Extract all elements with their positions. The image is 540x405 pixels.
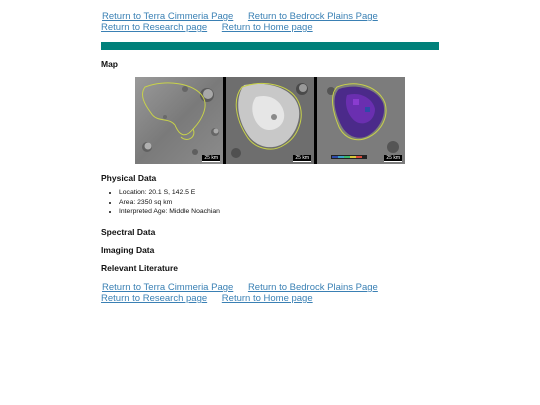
nav-row-4 [101,293,378,304]
list-item-area: • Area: 2350 sq km [119,198,220,208]
bottom-navigation [101,282,378,304]
scale-bar-2: 25 km [295,155,309,161]
link-terra-cimmeria-bottom[interactable]: Return to Terra Cimmeria Page [102,282,234,293]
link-research[interactable]: Return to Research page [101,22,208,33]
link-bedrock-plains[interactable]: Return to Bedrock Plains Page [247,11,378,22]
link-home-bottom[interactable]: Return to Home page [221,293,313,304]
terrain-image-3 [317,77,405,164]
top-navigation [101,11,378,33]
heading-imaging-data: Imaging Data [101,245,155,255]
physical-data-list [108,188,220,217]
map-panel-visible [135,77,223,164]
scale-bar-1: 25 km [204,155,218,161]
link-home[interactable]: Return to Home page [221,22,313,33]
link-bedrock-plains-bottom[interactable]: Return to Bedrock Plains Page [247,282,378,293]
scale-bar-3: 25 km [386,155,400,161]
map-panel-spectral [317,77,405,164]
link-terra-cimmeria[interactable]: Return to Terra Cimmeria Page [102,11,234,22]
list-item-age: • Interpreted Age: Middle Noachian [119,207,220,217]
heading-relevant-literature: Relevant Literature [101,263,178,273]
map-panel-bright [226,77,314,164]
terrain-image-2 [226,77,314,164]
nav-row-2 [101,22,378,33]
heading-physical-data: Physical Data [101,173,157,183]
terrain-image-1 [135,77,223,164]
heading-spectral-data: Spectral Data [101,227,156,237]
nav-row-1 [101,11,378,22]
accent-divider [101,42,439,50]
nav-row-3 [101,282,378,293]
link-research-bottom[interactable]: Return to Research page [101,293,208,304]
map-figure [135,77,405,164]
list-item-location: • Location: 20.1 S, 142.5 E [119,188,220,198]
heading-map: Map [101,59,118,69]
